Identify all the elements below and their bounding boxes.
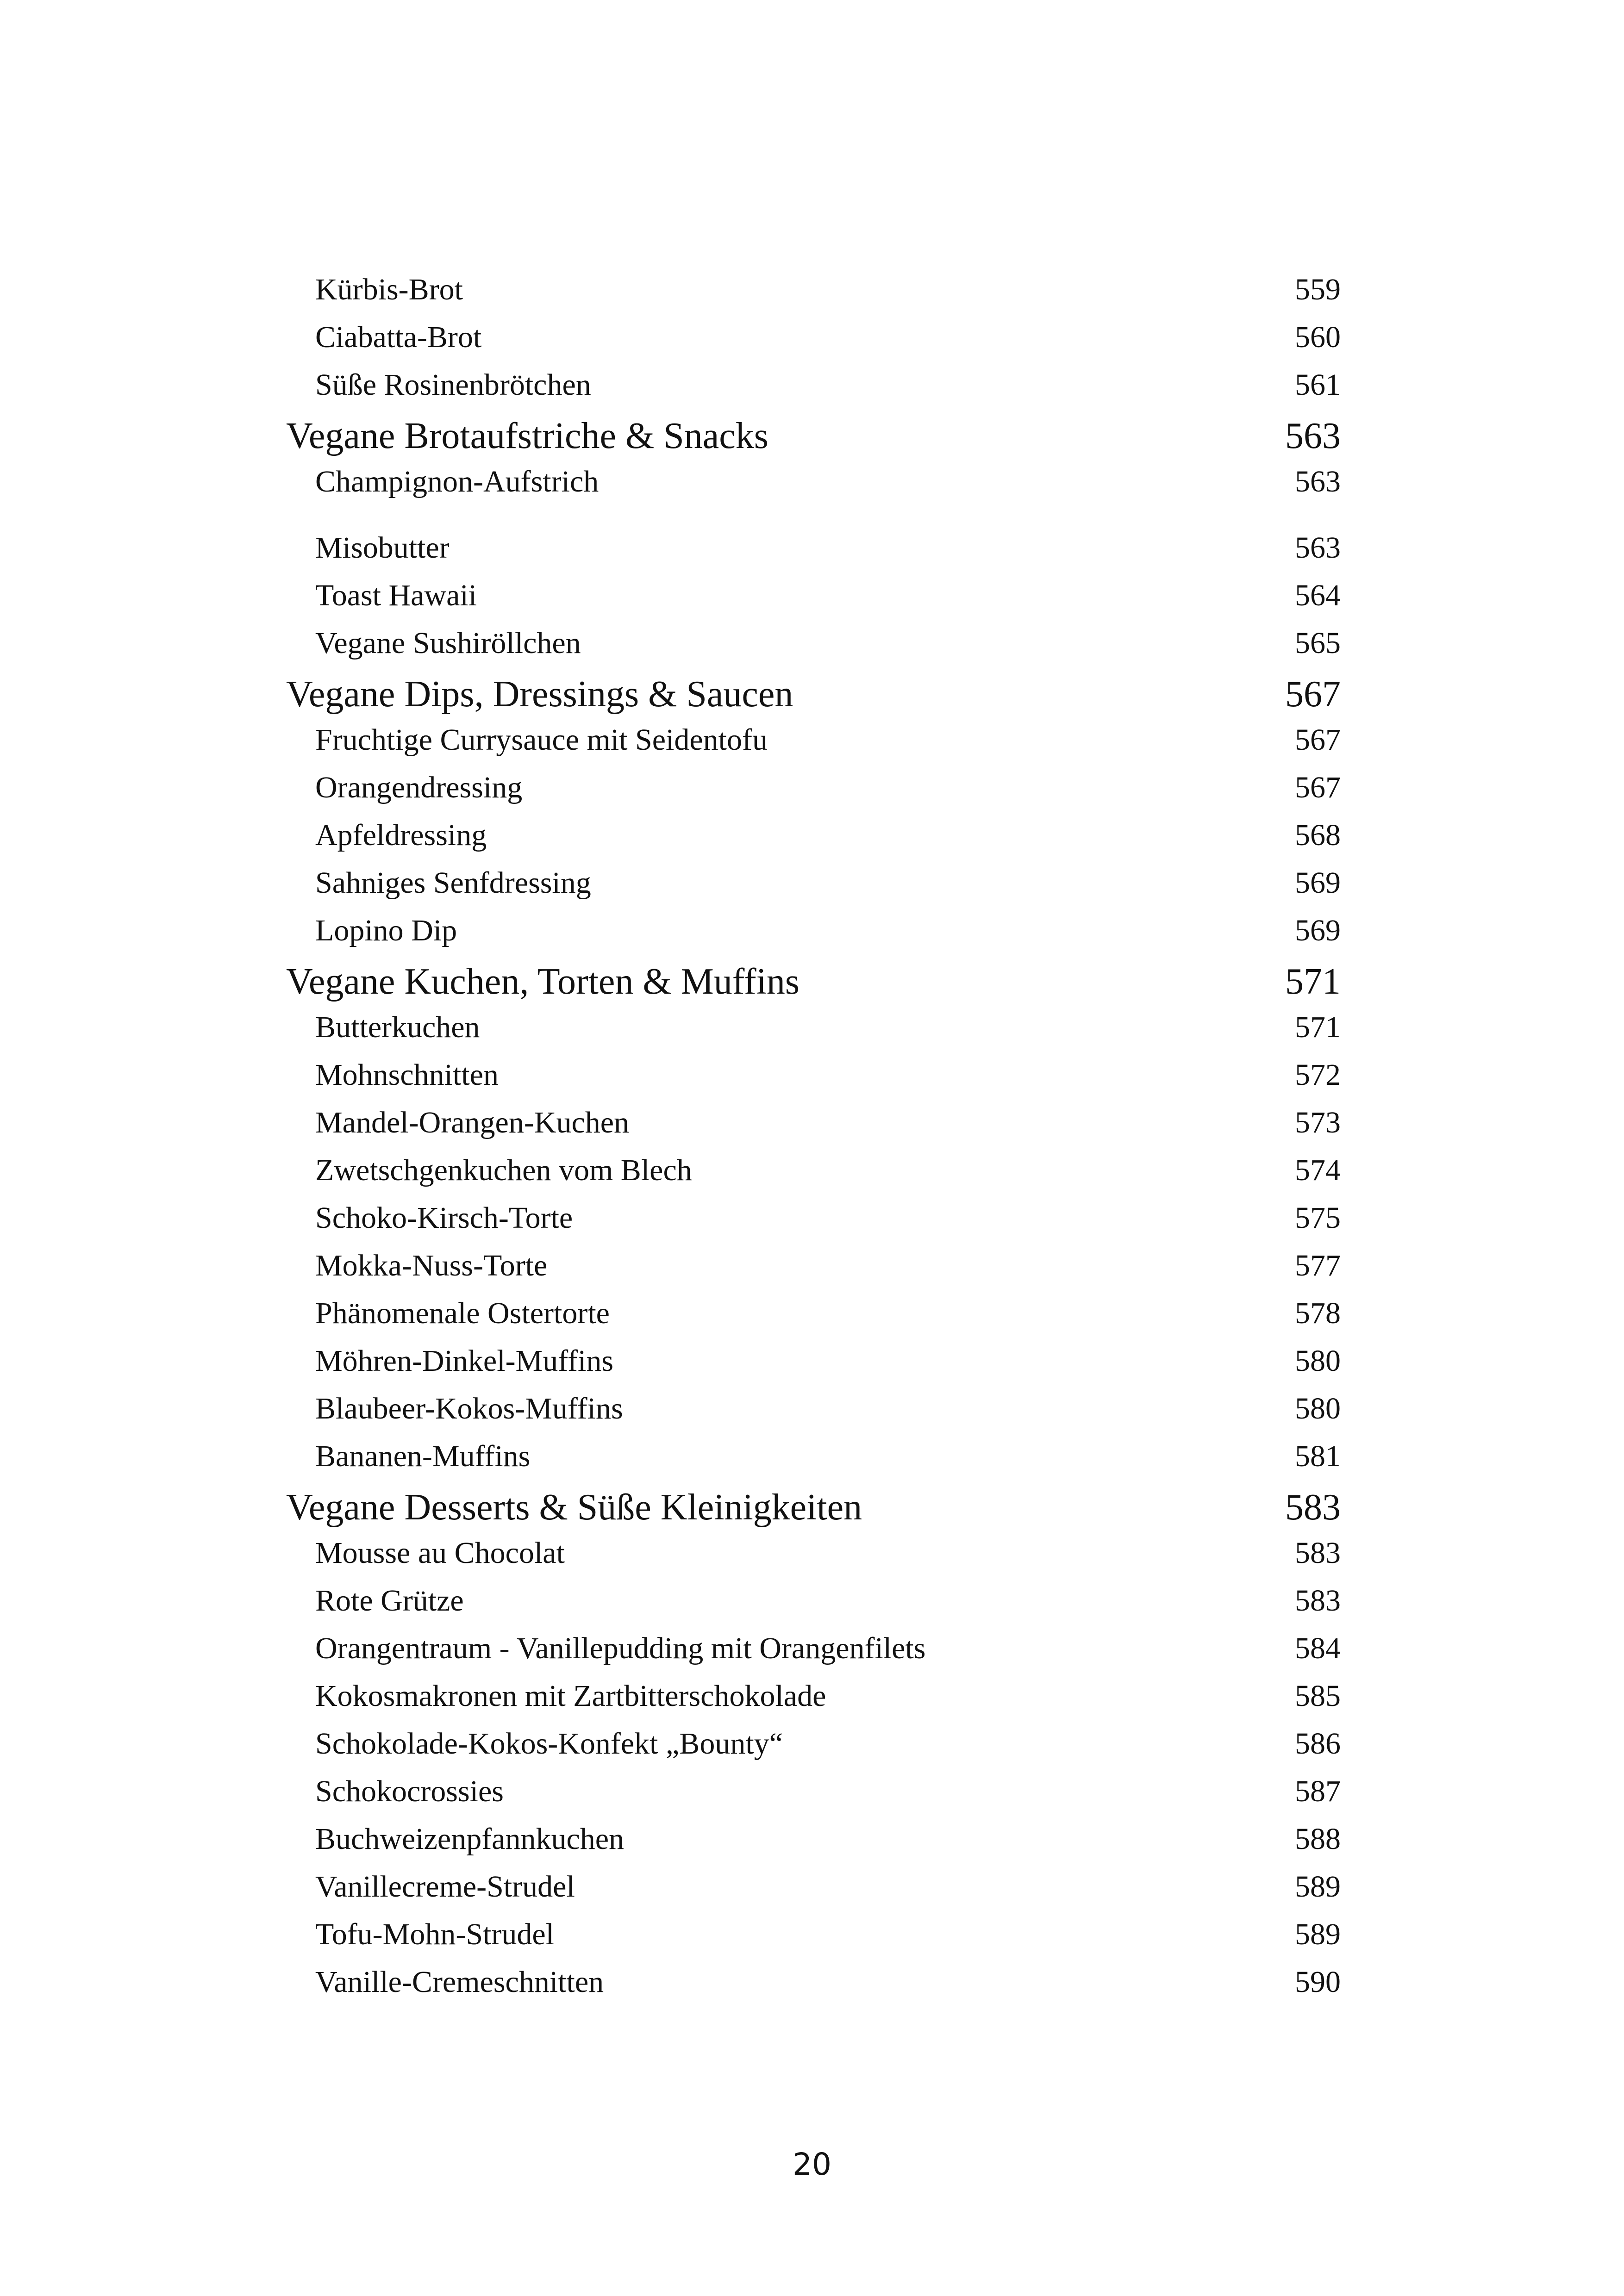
toc-entry-title: Mandel-Orangen-Kuchen [315, 1106, 630, 1139]
toc-entry [286, 1965, 1341, 2012]
toc-entry-title: Apfeldressing [315, 818, 487, 852]
toc-entry [286, 626, 1341, 673]
toc-entry-page: 583 [1295, 1536, 1341, 1570]
toc-entry-page: 569 [1295, 866, 1341, 900]
toc-entry-title: Ciabatta-Brot [315, 320, 482, 354]
toc-entry-page: 590 [1295, 1965, 1341, 1999]
toc-entry [286, 1344, 1341, 1391]
toc-entry-page: 571 [1295, 1010, 1341, 1044]
toc-entry [286, 865, 1341, 913]
toc-entry-page: 580 [1295, 1392, 1341, 1425]
toc-entry-page: 574 [1295, 1153, 1341, 1187]
toc-section-page: 563 [1285, 416, 1341, 456]
toc-entry-page: 560 [1295, 320, 1341, 354]
toc-entry-title: Sahniges Senfdressing [315, 866, 591, 900]
toc-entry [286, 1439, 1341, 1487]
toc-entry-title: Kürbis-Brot [315, 273, 463, 306]
toc-entry-title: Zwetschgenkuchen vom Blech [315, 1153, 692, 1187]
toc-section-page: 571 [1285, 961, 1341, 1002]
toc-entry-title: Schoko-Kirsch-Torte [315, 1201, 573, 1235]
toc-section-heading [286, 673, 1341, 722]
toc-entry-title: Möhren-Dinkel-Muffins [315, 1344, 614, 1378]
toc-entry [286, 1391, 1341, 1439]
toc-section-page: 567 [1285, 674, 1341, 715]
toc-entry [286, 578, 1341, 626]
toc-entry [286, 530, 1341, 578]
toc-entry [286, 320, 1341, 367]
toc-entry-title: Vanille-Cremeschnitten [315, 1965, 604, 1999]
toc-entry-title: Champignon-Aufstrich [315, 465, 599, 498]
toc-entry-page: 573 [1295, 1106, 1341, 1139]
toc-entry-page: 588 [1295, 1822, 1341, 1856]
toc-section-title: Vegane Brotaufstriche & Snacks [286, 416, 768, 456]
toc-entry [286, 1201, 1341, 1248]
toc-entry-title: Schokolade-Kokos-Konfekt „Bounty“ [315, 1727, 783, 1761]
toc-section-heading [286, 961, 1341, 1010]
toc-entry-title: Tofu-Mohn-Strudel [315, 1917, 554, 1951]
toc-entry-title: Phänomenale Ostertorte [315, 1296, 610, 1330]
toc-entry [286, 770, 1341, 818]
toc-section-title: Vegane Dips, Dressings & Saucen [286, 674, 793, 715]
toc-entry-page: 561 [1295, 368, 1341, 402]
toc-entry-page: 559 [1295, 273, 1341, 306]
toc-entry [286, 1679, 1341, 1726]
toc-entry-title: Schokocrossies [315, 1774, 504, 1808]
toc-entry-page: 584 [1295, 1631, 1341, 1665]
toc-entry-title: Vanillecreme-Strudel [315, 1870, 575, 1904]
toc-entry-title: Butterkuchen [315, 1010, 480, 1044]
toc-entry [286, 1822, 1341, 1869]
toc-entry-title: Kokosmakronen mit Zartbitterschokolade [315, 1679, 826, 1713]
toc-entry [286, 1058, 1341, 1105]
toc-entry-page: 572 [1295, 1058, 1341, 1092]
toc-section-title: Vegane Kuchen, Torten & Muffins [286, 961, 800, 1002]
toc-entry-title: Mohnschnitten [315, 1058, 499, 1092]
toc-entry [286, 367, 1341, 415]
page-number: 20 [793, 2147, 831, 2182]
toc-entry [286, 1105, 1341, 1153]
toc-entry-title: Mokka-Nuss-Torte [315, 1249, 548, 1282]
toc-entry [286, 1726, 1341, 1774]
toc-entry [286, 1010, 1341, 1058]
toc-entry-page: 583 [1295, 1584, 1341, 1618]
table-of-contents [286, 272, 1341, 2012]
toc-entry [286, 1296, 1341, 1344]
toc-entry-title: Orangendressing [315, 771, 523, 804]
toc-entry-page: 578 [1295, 1296, 1341, 1330]
toc-entry-page: 565 [1295, 626, 1341, 660]
toc-entry-page: 568 [1295, 818, 1341, 852]
toc-entry [286, 1631, 1341, 1679]
toc-entry [286, 1869, 1341, 1917]
toc-entry-title: Blaubeer-Kokos-Muffins [315, 1392, 623, 1425]
toc-entry-page: 580 [1295, 1344, 1341, 1378]
toc-section-title: Vegane Desserts & Süße Kleinigkeiten [286, 1487, 862, 1528]
toc-entry-page: 586 [1295, 1727, 1341, 1761]
toc-entry-title: Fruchtige Currysauce mit Seidentofu [315, 723, 768, 757]
toc-entry [286, 722, 1341, 770]
toc-entry-title: Bananen-Muffins [315, 1439, 531, 1473]
toc-entry [286, 272, 1341, 320]
toc-entry-title: Vegane Sushiröllchen [315, 626, 581, 660]
toc-entry-page: 589 [1295, 1917, 1341, 1951]
toc-section-heading [286, 1487, 1341, 1536]
toc-entry-title: Misobutter [315, 531, 450, 565]
toc-entry-page: 589 [1295, 1870, 1341, 1904]
toc-entry-page: 577 [1295, 1249, 1341, 1282]
toc-entry [286, 1536, 1341, 1583]
toc-entry-page: 569 [1295, 914, 1341, 947]
toc-entry-title: Süße Rosinenbrötchen [315, 368, 591, 402]
toc-entry [286, 1774, 1341, 1822]
toc-entry [286, 913, 1341, 961]
toc-entry-page: 585 [1295, 1679, 1341, 1713]
toc-section-heading [286, 415, 1341, 464]
toc-entry-page: 567 [1295, 723, 1341, 757]
toc-entry [286, 1248, 1341, 1296]
toc-entry-title: Buchweizenpfannkuchen [315, 1822, 625, 1856]
toc-entry-title: Toast Hawaii [315, 579, 477, 612]
toc-entry [286, 818, 1341, 865]
toc-entry-page: 563 [1295, 531, 1341, 565]
toc-entry-page: 567 [1295, 771, 1341, 804]
toc-entry-title: Mousse au Chocolat [315, 1536, 565, 1570]
toc-entry-page: 587 [1295, 1774, 1341, 1808]
toc-entry-page: 575 [1295, 1201, 1341, 1235]
toc-entry [286, 1917, 1341, 1965]
toc-entry [286, 464, 1341, 530]
toc-section-page: 583 [1285, 1487, 1341, 1528]
toc-entry-page: 564 [1295, 579, 1341, 612]
toc-entry [286, 1583, 1341, 1631]
toc-entry-page: 581 [1295, 1439, 1341, 1473]
toc-entry-title: Orangentraum - Vanillepudding mit Orangenfilets [315, 1631, 926, 1665]
toc-entry [286, 1153, 1341, 1201]
toc-entry-title: Lopino Dip [315, 914, 457, 947]
toc-entry-title: Rote Grütze [315, 1584, 464, 1618]
toc-entry-page: 563 [1295, 465, 1341, 498]
